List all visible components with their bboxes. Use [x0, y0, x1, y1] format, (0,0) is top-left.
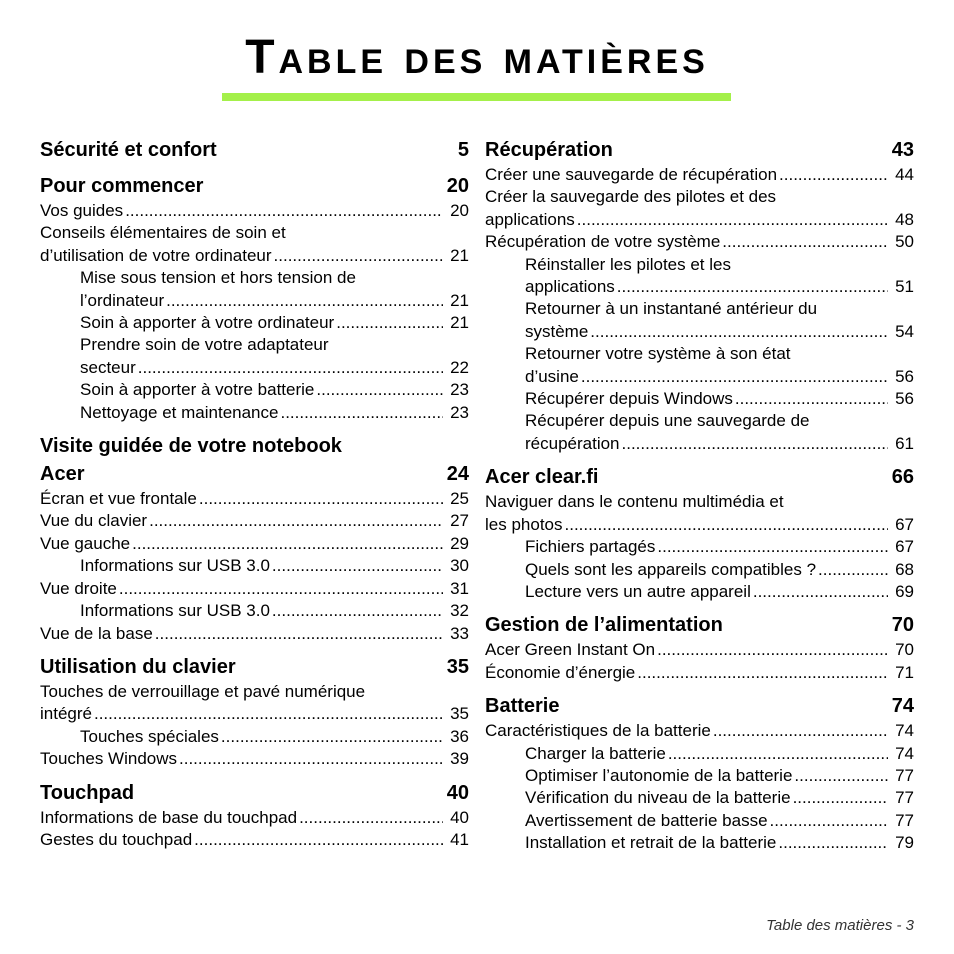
toc-section: [485, 463, 914, 603]
section-title-line: Touchpad: [40, 781, 135, 804]
toc-right-column: [485, 136, 914, 863]
toc-subentry[interactable]: [485, 343, 914, 388]
entry-text-line: Acer Green Instant On: [485, 640, 656, 660]
section-heading[interactable]: [40, 653, 469, 681]
entry-page-number: 39: [450, 749, 469, 769]
entry-last-line: [485, 662, 914, 684]
entry-text-line: Fichiers partagés: [525, 537, 656, 557]
dot-leader: [657, 536, 888, 558]
entry-text-line: récupération: [525, 433, 620, 453]
entry-page-number: 56: [895, 366, 914, 386]
entry-text-line: secteur: [80, 357, 136, 377]
entry-text-line: Conseils élémentaires de soin et: [40, 223, 286, 243]
toc-subentry[interactable]: [40, 555, 469, 577]
toc-left-column: [40, 136, 469, 859]
entry-page-number: 77: [895, 788, 914, 808]
dot-leader: [713, 720, 888, 742]
section-title-line: Sécurité et confort: [40, 139, 217, 161]
entry-text-line: Informations sur USB 3.0: [80, 601, 270, 621]
toc-subentry[interactable]: [485, 298, 914, 343]
entry-page-number: 31: [450, 578, 469, 598]
dot-leader: [272, 600, 443, 622]
section-title-line: Récupération: [485, 139, 613, 161]
entry-last-line: [525, 366, 914, 388]
section-heading[interactable]: [485, 463, 914, 491]
dot-leader: [779, 164, 888, 186]
toc-section: [485, 692, 914, 854]
entry-last-line: [485, 514, 914, 536]
section-title: [40, 172, 447, 200]
toc-entry[interactable]: [485, 186, 914, 231]
section-title: [485, 692, 892, 720]
section-page-number: 24: [446, 463, 469, 486]
entry-last-line: [80, 726, 469, 748]
entry-text-line: intégré: [40, 704, 92, 724]
toc-entry[interactable]: [485, 491, 914, 536]
section-title: [485, 463, 892, 491]
toc-subentry[interactable]: [40, 600, 469, 622]
entry-text-line: Installation et retrait de la batterie: [525, 833, 777, 853]
section-page-number: 66: [891, 466, 914, 489]
entry-text-line: Vue gauche: [40, 533, 131, 553]
toc-subentry[interactable]: [40, 312, 469, 334]
entry-page-number: 74: [895, 743, 914, 763]
entry-text-line: Touches de verrouillage et pavé numérique: [40, 681, 366, 701]
toc-entry[interactable]: [40, 748, 469, 770]
entry-text-line: Récupérer depuis Windows: [525, 389, 733, 409]
entry-text-line: Économie d’énergie: [485, 662, 636, 682]
entry-text-line: Avertissement de batterie basse: [525, 810, 768, 830]
entry-last-line: [525, 559, 914, 581]
section-page-number: 35: [446, 655, 469, 678]
entry-text-line: Gestes du touchpad: [40, 829, 193, 849]
toc-subentry[interactable]: [485, 388, 914, 410]
entry-last-line: [80, 290, 469, 312]
entry-page-number: 54: [895, 321, 914, 341]
entry-page-number: 33: [450, 623, 469, 643]
dot-leader: [637, 662, 888, 684]
section-page-number: 43: [891, 139, 914, 161]
toc-entry[interactable]: [485, 662, 914, 684]
entry-page-number: 77: [895, 810, 914, 830]
entry-text-line: Quels sont les appareils compatibles ?: [525, 559, 817, 579]
entry-text-line: applications: [485, 209, 575, 229]
entry-text-line: d’usine: [525, 366, 579, 386]
toc-subentry[interactable]: [40, 379, 469, 401]
entry-last-line: [80, 379, 469, 401]
dot-leader: [199, 488, 443, 510]
toc-entry[interactable]: [485, 164, 914, 186]
entry-text-line: Informations sur USB 3.0: [80, 556, 270, 576]
toc-section: [40, 172, 469, 424]
dot-leader: [149, 510, 443, 532]
section-title-line: Utilisation du clavier: [40, 655, 236, 678]
section-heading[interactable]: [40, 432, 469, 488]
entry-last-line: [525, 832, 914, 854]
dot-leader: [622, 433, 888, 455]
entry-last-line: [40, 510, 469, 532]
entry-last-line: [525, 276, 914, 298]
entry-page-number: 21: [450, 313, 469, 333]
section-title-line: Gestion de l’alimentation: [485, 614, 723, 637]
entry-text-line: les photos: [485, 514, 563, 534]
entry-page-number: 36: [450, 726, 469, 746]
section-page-number: 20: [446, 175, 469, 197]
toc-subentry[interactable]: [485, 787, 914, 809]
section-title: [485, 136, 892, 164]
toc-entry[interactable]: [40, 623, 469, 645]
entry-page-number: 51: [895, 277, 914, 297]
toc-subentry[interactable]: [485, 410, 914, 455]
title-underline: [222, 93, 731, 101]
entry-last-line: [525, 581, 914, 603]
toc-entry[interactable]: [40, 829, 469, 851]
entry-text-line: Mise sous tension et hors tension de: [80, 268, 356, 288]
entry-text-line: Lecture vers un autre appareil: [525, 581, 751, 601]
dot-leader: [735, 388, 888, 410]
toc-subentry[interactable]: [485, 810, 914, 832]
entry-text-line: Nettoyage et maintenance: [80, 402, 279, 422]
section-title-line: Visite guidée de votre notebook: [40, 435, 342, 458]
toc-entry[interactable]: [40, 533, 469, 555]
entry-text-line: Touches Windows: [40, 749, 178, 769]
dot-leader: [179, 748, 443, 770]
toc-entry[interactable]: [40, 807, 469, 829]
dot-leader: [166, 290, 443, 312]
dot-leader: [299, 807, 443, 829]
entry-text-line: Retourner votre système à son état: [525, 344, 791, 364]
page-title: Table des matières: [245, 31, 709, 84]
entry-page-number: 35: [450, 704, 469, 724]
toc-entry[interactable]: [40, 222, 469, 267]
entry-last-line: [485, 231, 914, 253]
section-title: [485, 611, 892, 639]
dot-leader: [125, 200, 443, 222]
entry-page-number: 32: [450, 601, 469, 621]
entry-text-line: Écran et vue frontale: [40, 489, 197, 509]
section-heading[interactable]: [485, 611, 914, 639]
entry-text-line: Soin à apporter à votre ordinateur: [80, 313, 335, 333]
entry-page-number: 23: [450, 380, 469, 400]
dot-leader: [793, 787, 888, 809]
dot-leader: [119, 578, 443, 600]
entry-page-number: 61: [895, 433, 914, 453]
dot-leader: [581, 366, 888, 388]
entry-text-line: Caractéristiques de la batterie: [485, 721, 711, 741]
toc-section: [40, 432, 469, 645]
entry-text-line: Touches spéciales: [80, 726, 219, 746]
entry-last-line: [525, 536, 914, 558]
page-footer: Table des matières - 3: [766, 917, 914, 934]
entry-text-line: système: [525, 321, 589, 341]
dot-leader: [818, 559, 888, 581]
section-heading[interactable]: [485, 692, 914, 720]
entry-page-number: 77: [895, 765, 914, 785]
toc-subentry[interactable]: [40, 334, 469, 379]
entry-page-number: 48: [895, 209, 914, 229]
entry-last-line: [40, 748, 469, 770]
dot-leader: [590, 321, 888, 343]
entry-text-line: Naviguer dans le contenu multimédia et: [485, 492, 784, 512]
entry-text-line: Créer la sauvegarde des pilotes et des: [485, 187, 777, 207]
section-page-number: 5: [457, 139, 469, 161]
entry-page-number: 41: [450, 829, 469, 849]
dot-leader: [617, 276, 888, 298]
entry-text-line: Charger la batterie: [525, 743, 666, 763]
entry-page-number: 21: [450, 245, 469, 265]
section-title: [40, 779, 447, 807]
section-heading[interactable]: [40, 136, 469, 164]
toc-entry[interactable]: [40, 200, 469, 222]
entry-last-line: [40, 200, 469, 222]
entry-page-number: 25: [450, 489, 469, 509]
section-title-line: Batterie: [485, 695, 560, 718]
dot-leader: [280, 402, 443, 424]
toc-entry[interactable]: [40, 578, 469, 600]
entry-text-line: Créer une sauvegarde de récupération: [485, 165, 778, 184]
entry-page-number: 21: [450, 290, 469, 310]
entry-last-line: [40, 703, 469, 725]
dot-leader: [722, 231, 888, 253]
entry-page-number: 70: [895, 640, 914, 660]
dot-leader: [155, 623, 443, 645]
entry-last-line: [525, 787, 914, 809]
section-page-number: 74: [891, 695, 914, 718]
entry-page-number: 44: [895, 165, 914, 184]
entry-text-line: Prendre soin de votre adaptateur: [80, 335, 329, 355]
dot-leader: [657, 639, 888, 661]
toc-subentry[interactable]: [40, 402, 469, 424]
entry-text-line: Retourner à un instantané antérieur du: [525, 299, 818, 319]
toc-subentry[interactable]: [40, 267, 469, 312]
entry-last-line: [485, 164, 914, 186]
toc-section: [40, 779, 469, 852]
toc-subentry[interactable]: [40, 726, 469, 748]
dot-leader: [138, 357, 443, 379]
entry-page-number: 29: [450, 533, 469, 553]
entry-text-line: Vue du clavier: [40, 511, 148, 531]
entry-last-line: [525, 433, 914, 455]
entry-text-line: applications: [525, 277, 615, 297]
dot-leader: [221, 726, 443, 748]
entry-last-line: [485, 720, 914, 742]
toc-subentry[interactable]: [485, 581, 914, 603]
entry-text-line: Optimiser l’autonomie de la batterie: [525, 765, 793, 785]
section-title-line: Acer clear.fi: [485, 466, 599, 489]
toc-entry[interactable]: [485, 720, 914, 742]
entry-last-line: [525, 810, 914, 832]
toc-subentry[interactable]: [485, 254, 914, 299]
toc-entry[interactable]: [485, 639, 914, 661]
section-heading[interactable]: [40, 172, 469, 200]
dot-leader: [668, 743, 888, 765]
entry-last-line: [40, 807, 469, 829]
entry-page-number: 67: [895, 537, 914, 557]
entry-text-line: Informations de base du touchpad: [40, 807, 298, 827]
toc-section: [40, 136, 469, 164]
entry-page-number: 68: [895, 559, 914, 579]
entry-text-line: Vue de la base: [40, 623, 153, 643]
dot-leader: [753, 581, 888, 603]
section-page-number: 70: [891, 614, 914, 637]
toc-section: [485, 611, 914, 684]
entry-last-line: [40, 578, 469, 600]
entry-last-line: [40, 623, 469, 645]
toc-entry[interactable]: [485, 231, 914, 253]
section-page-number: 40: [446, 781, 469, 804]
entry-page-number: 40: [450, 807, 469, 827]
entry-page-number: 71: [895, 662, 914, 682]
toc-subentry[interactable]: [485, 536, 914, 558]
entry-page-number: 50: [895, 232, 914, 252]
entry-text-line: Récupération de votre système: [485, 232, 721, 252]
entry-text-line: d’utilisation de votre ordinateur: [40, 245, 272, 265]
entry-page-number: 79: [895, 833, 914, 853]
entry-last-line: [485, 209, 914, 231]
entry-page-number: 56: [895, 389, 914, 409]
entry-page-number: 27: [450, 511, 469, 531]
entry-page-number: 23: [450, 402, 469, 422]
dot-leader: [272, 555, 443, 577]
entry-last-line: [40, 829, 469, 851]
section-heading[interactable]: [485, 136, 914, 164]
dot-leader: [794, 765, 888, 787]
section-title: [40, 136, 458, 164]
toc-subentry[interactable]: [485, 832, 914, 854]
entry-page-number: 30: [450, 556, 469, 576]
entry-text-line: Récupérer depuis une sauvegarde de: [525, 411, 810, 431]
dot-leader: [316, 379, 443, 401]
entry-text-line: Soin à apporter à votre batterie: [80, 380, 315, 400]
entry-last-line: [80, 402, 469, 424]
entry-last-line: [485, 639, 914, 661]
entry-text-line: Réinstaller les pilotes et les: [525, 254, 731, 274]
entry-last-line: [80, 555, 469, 577]
toc-entry[interactable]: [40, 681, 469, 726]
entry-last-line: [525, 321, 914, 343]
toc-entry[interactable]: [40, 510, 469, 532]
toc-section: [40, 653, 469, 771]
dot-leader: [770, 810, 888, 832]
toc-section: [485, 136, 914, 455]
entry-last-line: [40, 533, 469, 555]
section-title-line: Acer: [40, 463, 85, 486]
entry-last-line: [525, 765, 914, 787]
entry-last-line: [525, 388, 914, 410]
section-title: [40, 653, 447, 681]
dot-leader: [194, 829, 443, 851]
entry-last-line: [80, 357, 469, 379]
section-heading[interactable]: [40, 779, 469, 807]
entry-last-line: [40, 245, 469, 267]
entry-page-number: 67: [895, 514, 914, 534]
toc-subentry[interactable]: [485, 559, 914, 581]
entry-last-line: [525, 743, 914, 765]
dot-leader: [94, 703, 443, 725]
dot-leader: [336, 312, 443, 334]
entry-last-line: [40, 488, 469, 510]
entry-last-line: [80, 600, 469, 622]
entry-text-line: Vue droite: [40, 578, 117, 598]
entry-page-number: 20: [450, 201, 469, 220]
dot-leader: [274, 245, 443, 267]
toc-subentry[interactable]: [485, 743, 914, 765]
entry-page-number: 69: [895, 581, 914, 601]
entry-page-number: 22: [450, 357, 469, 377]
section-title: [40, 432, 447, 488]
toc-entry[interactable]: [40, 488, 469, 510]
dot-leader: [778, 832, 888, 854]
entry-last-line: [80, 312, 469, 334]
section-title-line: Pour commencer: [40, 175, 204, 197]
entry-text-line: Vérification du niveau de la batterie: [525, 788, 791, 808]
entry-text-line: l’ordinateur: [80, 290, 165, 310]
dot-leader: [565, 514, 889, 536]
entry-text-line: Vos guides: [40, 201, 124, 220]
entry-page-number: 74: [895, 721, 914, 741]
dot-leader: [132, 533, 443, 555]
dot-leader: [577, 209, 888, 231]
toc-subentry[interactable]: [485, 765, 914, 787]
